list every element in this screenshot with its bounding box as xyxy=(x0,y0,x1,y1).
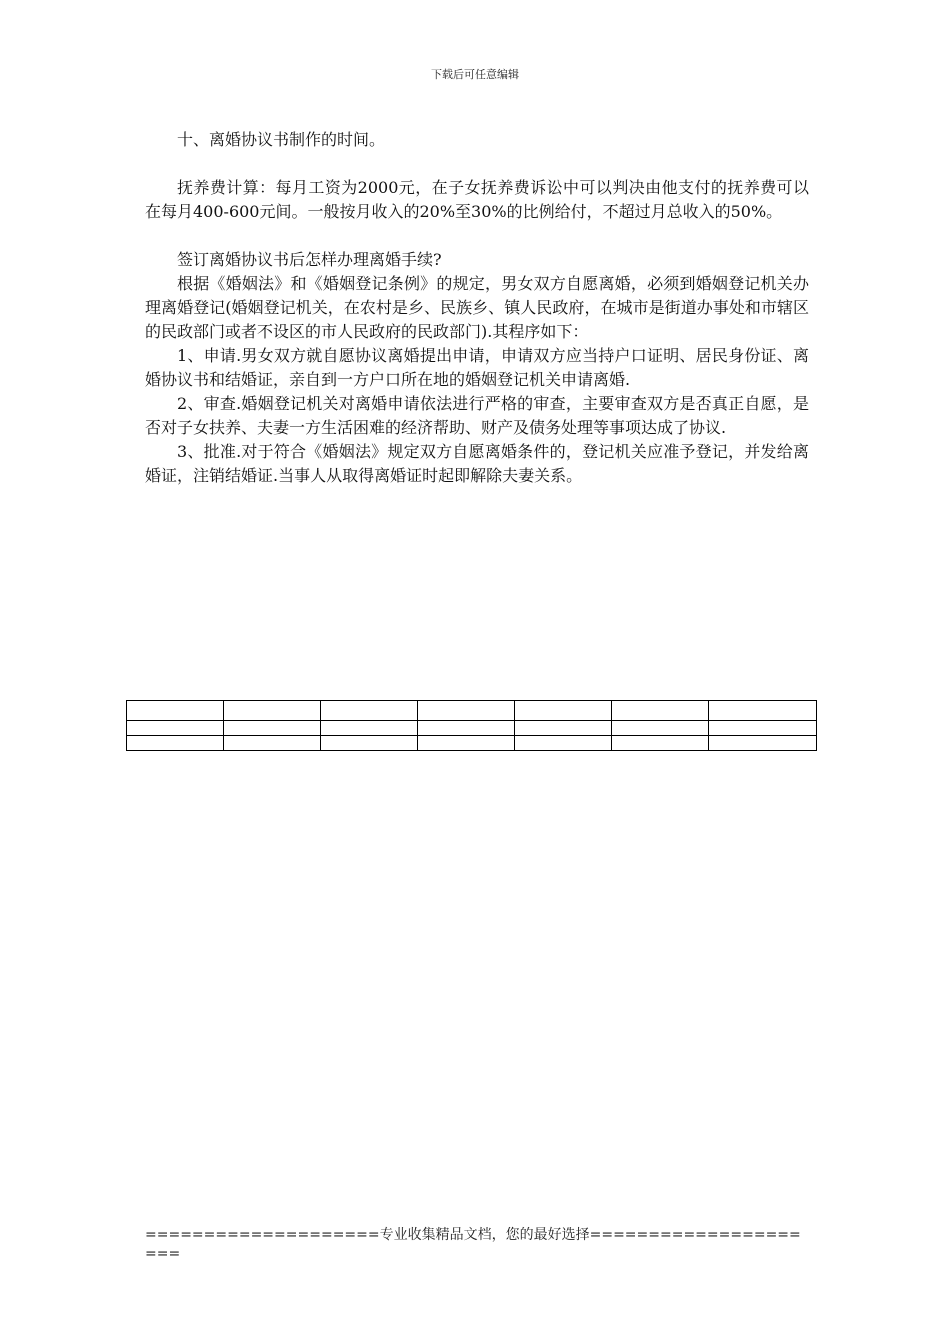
page-footer: ====================专业收集精品文档，您的最好选择===================== xyxy=(145,1227,801,1262)
table-cell xyxy=(418,701,515,721)
table-row xyxy=(127,701,817,721)
paragraph-step-apply: 1、申请.男女双方就自愿协议离婚提出申请，申请双方应当持户口证明、居民身份证、离婚协议书和结婚证，亲自到一方户口所在地的婚姻登记机关申请离婚. xyxy=(145,346,809,389)
table-cell xyxy=(709,736,817,751)
paragraph-legal-basis: 根据《婚姻法》和《婚姻登记条例》的规定，男女双方自愿离婚，必须到婚姻登记机关办理离婚登记(婚姻登记机关，在农村是乡、民族乡、镇人民政府，在城市是街道办事处和市辖区的民政部门或者不设区的市人民政府的民政部门).其程序如下： xyxy=(145,274,809,341)
page-header: 下载后可任意编辑 xyxy=(431,68,519,81)
table-cell xyxy=(224,721,321,736)
table-cell xyxy=(709,701,817,721)
table-cell xyxy=(515,701,612,721)
table-cell xyxy=(515,736,612,751)
table-cell xyxy=(418,736,515,751)
paragraph-alimony: 抚养费计算：每月工资为2000元，在子女抚养费诉讼中可以判决由他支付的抚养费可以在每月400-600元间。一般按月收入的20%至30%的比例给付，不超过月总收入的50%。 xyxy=(145,178,809,221)
table-cell xyxy=(321,701,418,721)
blank-table xyxy=(126,700,817,751)
table-cell xyxy=(321,736,418,751)
table-cell xyxy=(224,701,321,721)
table-cell xyxy=(418,721,515,736)
paragraph-question: 签订离婚协议书后怎样办理离婚手续? xyxy=(177,250,442,269)
table-cell xyxy=(127,701,224,721)
table-cell xyxy=(612,736,709,751)
table-cell xyxy=(127,736,224,751)
document-body xyxy=(145,128,809,488)
table-row xyxy=(127,736,817,751)
table-cell xyxy=(127,721,224,736)
table-cell xyxy=(515,721,612,736)
table-cell xyxy=(612,721,709,736)
table-cell xyxy=(321,721,418,736)
table-cell xyxy=(612,701,709,721)
paragraph-step-review: 2、审查.婚姻登记机关对离婚申请依法进行严格的审查，主要审查双方是否真正自愿，是否对子女扶养、夫妻一方生活困难的经济帮助、财产及债务处理等事项达成了协议. xyxy=(145,394,809,437)
paragraph-section-title: 十、离婚协议书制作的时间。 xyxy=(177,130,386,149)
table-cell xyxy=(224,736,321,751)
paragraph-step-approve: 3、批准.对于符合《婚姻法》规定双方自愿离婚条件的，登记机关应准予登记，并发给离婚证，注销结婚证.当事人从取得离婚证时起即解除夫妻关系。 xyxy=(145,442,809,485)
table-cell xyxy=(709,721,817,736)
table-row xyxy=(127,721,817,736)
